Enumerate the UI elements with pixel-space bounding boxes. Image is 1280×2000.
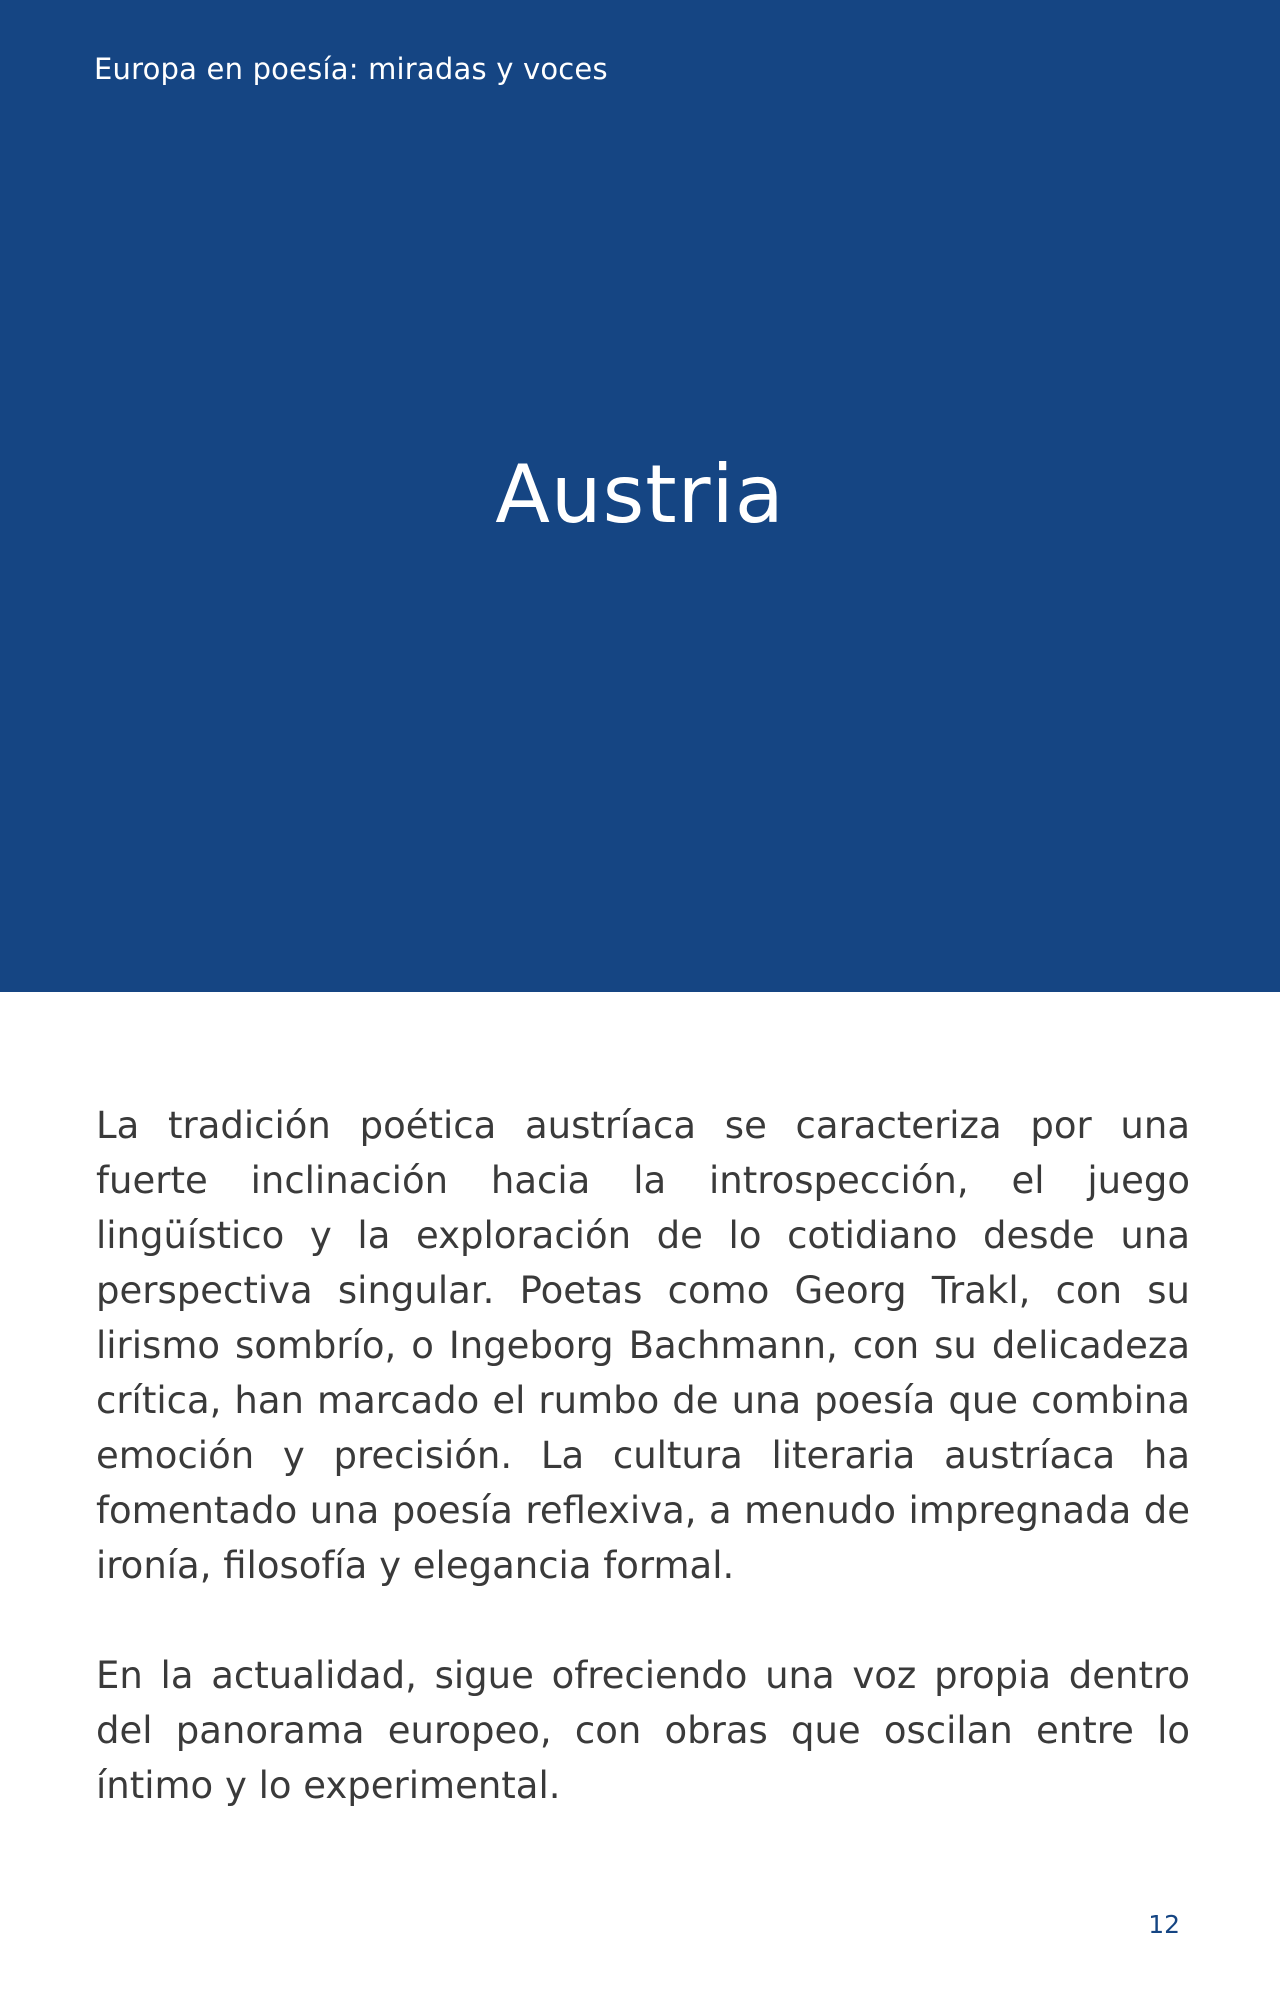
- chapter-title: Austria: [495, 448, 785, 541]
- chapter-banner: [0, 0, 1280, 992]
- page-number: 12: [1148, 1910, 1180, 1939]
- body-text: [96, 1098, 1190, 1868]
- paragraph: La tradición poética austríaca se caracteriza por una fuerte inclinación hacia la introspección, el juego lingüístico y la exploración de lo cotidiano desde una perspectiva singular. Poetas como Georg Trakl, con su lirismo sombrío, o Ingeborg Bachmann, con su delicadeza crítica, han marcado el rumbo de una poesía que combina emoción y precisión. La cultura literaria austríaca ha fomentado una poesía reflexiva, a menudo impregnada de ironía, filosofía y elegancia formal.: [96, 1104, 1190, 1587]
- paragraph: En la actualidad, sigue ofreciendo una voz propia dentro del panorama europeo, con obras que oscilan entre lo íntimo y lo experimental.: [96, 1654, 1190, 1807]
- running-header: Europa en poesía: miradas y voces: [94, 52, 608, 86]
